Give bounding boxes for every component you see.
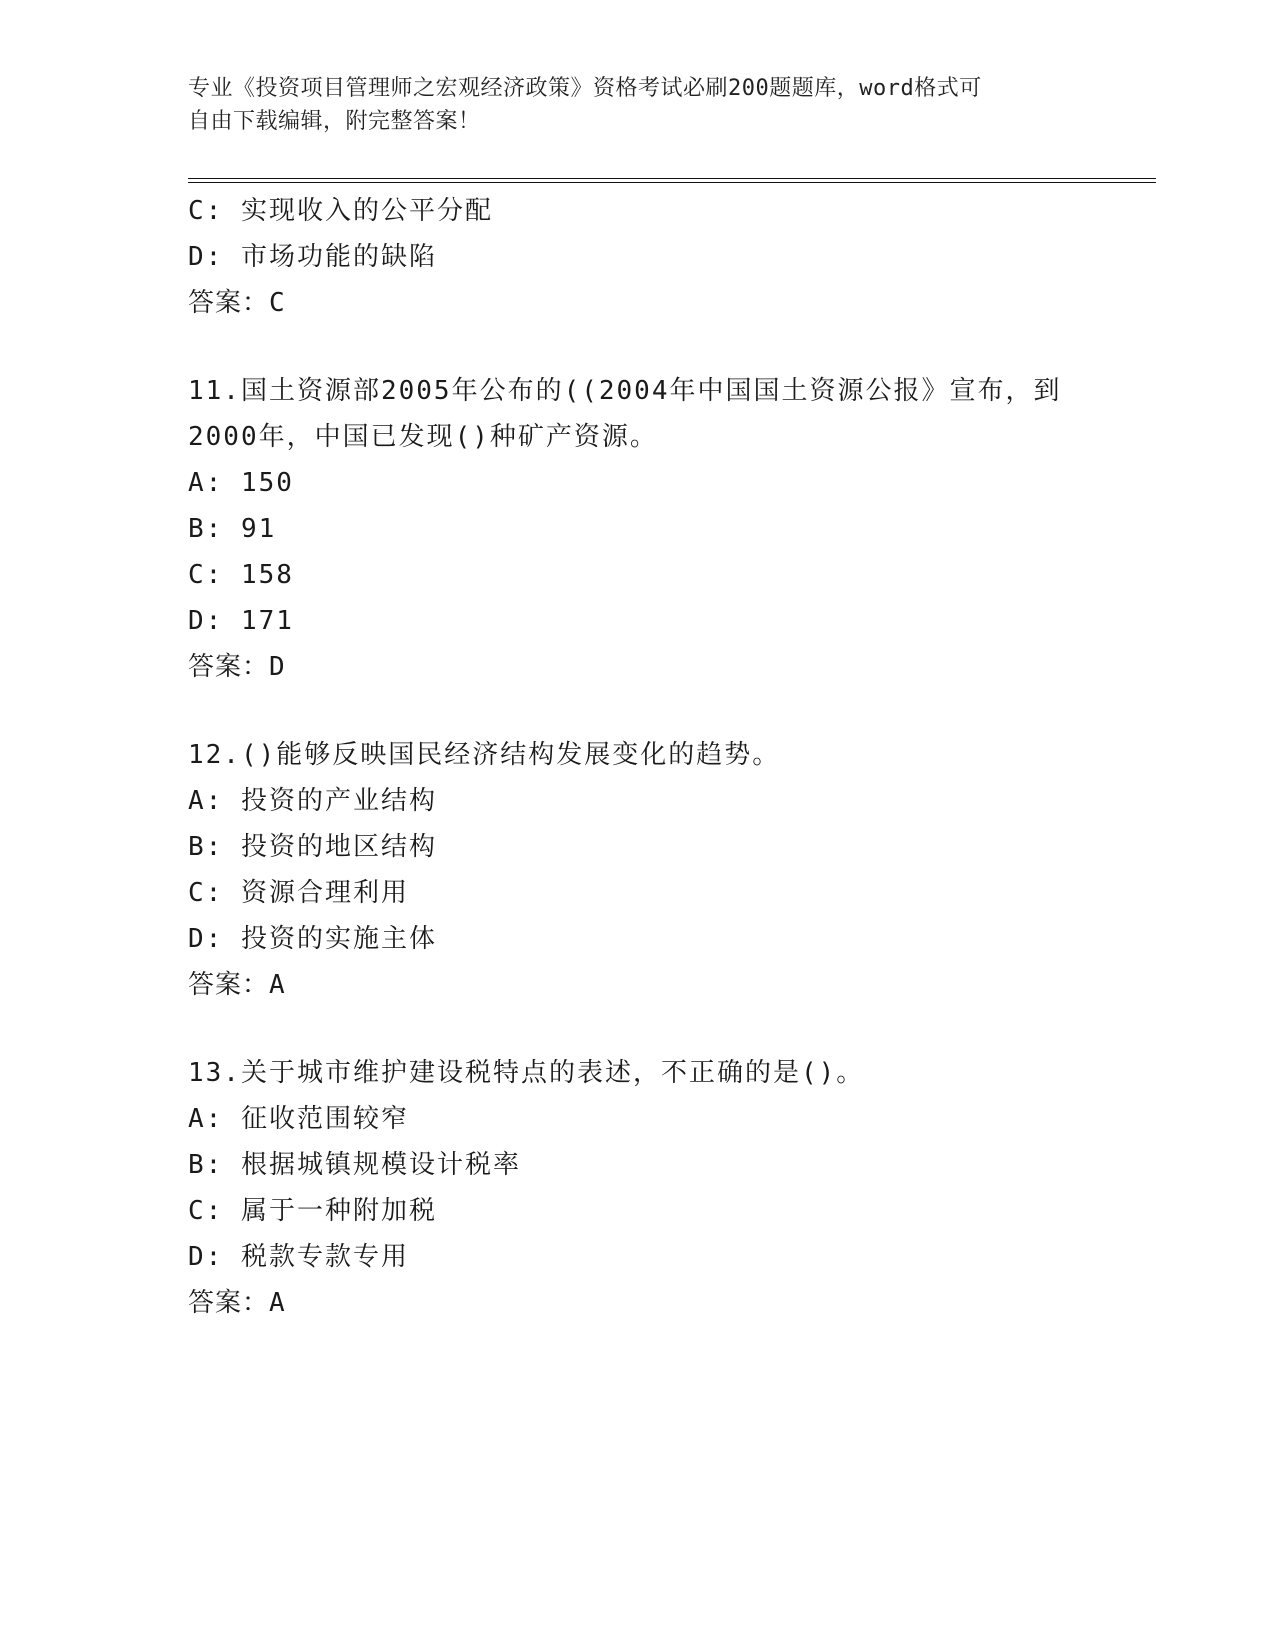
option-key: C: xyxy=(188,878,224,908)
option-key: C: xyxy=(188,560,224,590)
option-key: C: xyxy=(188,1196,224,1226)
option-text: 投资的实施主体 xyxy=(240,924,437,954)
option-key: A: xyxy=(188,786,224,816)
option-line xyxy=(188,870,1088,916)
option-line xyxy=(188,916,1088,962)
option-line xyxy=(188,1188,1088,1234)
option-text: 税款专款专用 xyxy=(240,1242,409,1272)
option-key: A: xyxy=(188,468,224,498)
question-line: 2000年，中国已发现()种矿产资源。 xyxy=(188,422,658,452)
option-line xyxy=(188,552,1088,598)
option-key: B: xyxy=(188,832,224,862)
option-key: D: xyxy=(188,924,224,954)
answer-value: C xyxy=(269,288,286,318)
option-text: 实现收入的公平分配 xyxy=(240,196,493,226)
question-line: 11.国土资源部2005年公布的((2004年中国国土资源公报》宣布，到 xyxy=(188,376,1062,406)
option-key: A: xyxy=(188,1104,224,1134)
option-key: D: xyxy=(188,242,224,272)
answer-value: A xyxy=(269,970,286,1000)
answer-line xyxy=(188,1280,1088,1326)
option-text: 91 xyxy=(240,514,277,544)
answer-label: 答案： xyxy=(188,970,270,1000)
option-text: 171 xyxy=(240,606,294,636)
answer-label: 答案： xyxy=(188,1288,270,1318)
option-key: B: xyxy=(188,1150,224,1180)
option-key: D: xyxy=(188,606,224,636)
option-text: 投资的产业结构 xyxy=(240,786,437,816)
option-text: 市场功能的缺陷 xyxy=(240,242,437,272)
option-text: 投资的地区结构 xyxy=(240,832,437,862)
option-line xyxy=(188,460,1088,506)
answer-label: 答案： xyxy=(188,288,270,318)
answer-line xyxy=(188,962,1088,1008)
header-line-1: 专业《投资项目管理师之宏观经济政策》资格考试必刷200题题库，word格式可 xyxy=(188,76,982,101)
option-text: 150 xyxy=(240,468,294,498)
option-line xyxy=(188,598,1088,644)
option-text: 根据城镇规模设计税率 xyxy=(240,1150,521,1180)
option-line xyxy=(188,824,1088,870)
answer-line xyxy=(188,280,1088,326)
option-text: 属于一种附加税 xyxy=(240,1196,437,1226)
option-line xyxy=(188,1234,1088,1280)
answer-label: 答案： xyxy=(188,652,270,682)
option-text: 158 xyxy=(240,560,294,590)
option-key: C: xyxy=(188,196,224,226)
question-11-text xyxy=(188,368,1088,460)
question-content xyxy=(188,188,1088,1326)
answer-value: A xyxy=(269,1288,286,1318)
question-13-text: 13.关于城市维护建设税特点的表述，不正确的是()。 xyxy=(188,1058,865,1088)
option-text: 资源合理利用 xyxy=(240,878,409,908)
answer-line xyxy=(188,644,1088,690)
option-key: D: xyxy=(188,1242,224,1272)
option-line xyxy=(188,506,1088,552)
page-header xyxy=(188,72,1088,138)
option-line xyxy=(188,778,1088,824)
option-key: B: xyxy=(188,514,224,544)
option-text: 征收范围较窄 xyxy=(240,1104,409,1134)
header-line-2: 自由下载编辑，附完整答案！ xyxy=(188,109,481,134)
option-line xyxy=(188,1142,1088,1188)
header-divider xyxy=(188,178,1156,183)
answer-value: D xyxy=(269,652,286,682)
option-line xyxy=(188,188,1088,234)
option-line xyxy=(188,1096,1088,1142)
option-line xyxy=(188,234,1088,280)
question-12-text: 12.()能够反映国民经济结构发展变化的趋势。 xyxy=(188,740,781,770)
